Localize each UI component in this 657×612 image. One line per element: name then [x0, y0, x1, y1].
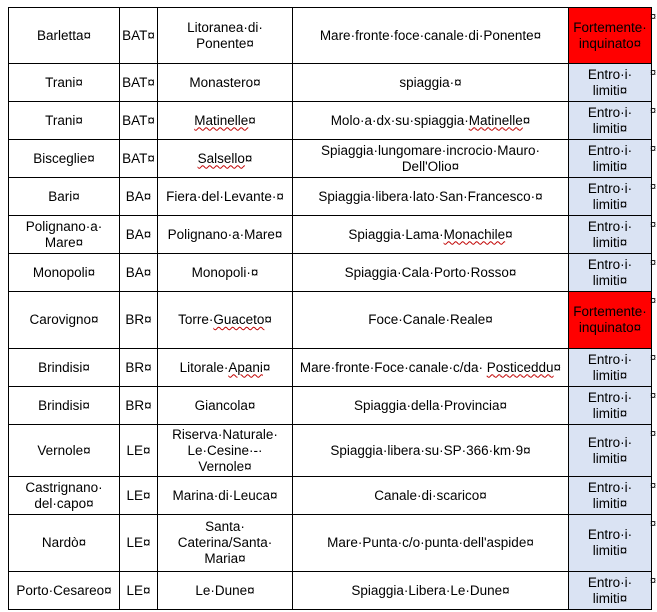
table-row [9, 64, 652, 102]
location-cell: Salsello¤ [158, 140, 293, 178]
sampling-point-cell: Spiaggia·libera·su·SP·366·km·9¤ [293, 425, 569, 477]
city-cell: Vernole¤ [9, 425, 120, 477]
status-cell: Entro·i· limiti¤ [569, 216, 652, 254]
table-row [9, 102, 652, 140]
spellcheck-word: Apani [228, 359, 263, 375]
end-of-row-mark: ¤ [650, 11, 657, 23]
status-cell: Entro·i· limiti¤ [569, 178, 652, 216]
city-cell: Bari¤ [9, 178, 120, 216]
sampling-point-cell: spiaggia·¤ [293, 64, 569, 102]
province-cell: BR¤ [120, 292, 158, 349]
status-cell: Entro·i· limiti¤ [569, 102, 652, 140]
sampling-point-cell: Spiaggia·della·Provincia¤ [293, 387, 569, 425]
spellcheck-word: Matinelle [468, 112, 523, 128]
table-row [9, 254, 652, 292]
sampling-point-cell: Mare·fronte·Foce·canale·c/da· Posticeddu¤ [293, 349, 569, 387]
status-cell: Entro·i· limiti¤ [569, 349, 652, 387]
end-of-row-mark: ¤ [650, 219, 657, 231]
location-cell: Riserva·Naturale· Le·Cesine·-· Vernole¤ [158, 425, 293, 477]
table-row [9, 140, 652, 178]
spellcheck-word: Monachile [443, 226, 506, 242]
end-of-row-mark: ¤ [650, 295, 657, 307]
end-of-row-mark: ¤ [650, 390, 657, 402]
table-row [9, 8, 652, 64]
status-cell: Entro·i· limiti¤ [569, 64, 652, 102]
table-row [9, 292, 652, 349]
location-cell: Litorale·Apani¤ [158, 349, 293, 387]
province-cell: BR¤ [120, 349, 158, 387]
sampling-point-cell: Molo·a·dx·su·spiaggia·Matinelle¤ [293, 102, 569, 140]
end-of-row-mark: ¤ [650, 67, 657, 79]
city-cell: Nardò¤ [9, 515, 120, 572]
table-row [9, 216, 652, 254]
province-cell: BAT¤ [120, 8, 158, 64]
status-cell: Entro·i· limiti¤ [569, 425, 652, 477]
end-of-row-mark: ¤ [650, 518, 657, 530]
table-row [9, 572, 652, 610]
city-cell: Polignano·a· Mare¤ [9, 216, 120, 254]
province-cell: LE¤ [120, 515, 158, 572]
spellcheck-word: Posticeddu [486, 359, 554, 375]
province-cell: BA¤ [120, 216, 158, 254]
end-of-row-mark: ¤ [650, 105, 657, 117]
table-row [9, 425, 652, 477]
spellcheck-word: Salsello [197, 150, 245, 166]
city-cell: Brindisi¤ [9, 387, 120, 425]
sampling-point-cell: Canale·di·scarico¤ [293, 477, 569, 515]
sampling-point-cell: Spiaggia·libera·lato·San·Francesco·¤ [293, 178, 569, 216]
location-cell: Giancola¤ [158, 387, 293, 425]
sampling-point-cell: Mare·fronte·foce·canale·di·Ponente¤ [293, 8, 569, 64]
province-cell: BAT¤ [120, 102, 158, 140]
sampling-point-cell: Spiaggia·Lama·Monachile¤ [293, 216, 569, 254]
end-of-row-marks [650, 0, 657, 612]
province-cell: BA¤ [120, 178, 158, 216]
location-cell: Santa· Caterina/Santa· Maria¤ [158, 515, 293, 572]
spellcheck-word: Guaceto [213, 312, 265, 327]
table-row [9, 349, 652, 387]
province-cell: BAT¤ [120, 140, 158, 178]
end-of-row-mark: ¤ [650, 143, 657, 155]
end-of-row-mark: ¤ [650, 257, 657, 269]
province-cell: BA¤ [120, 254, 158, 292]
status-cell: Entro·i· limiti¤ [569, 477, 652, 515]
city-cell: Castrignano· del·capo¤ [9, 477, 120, 515]
location-cell: Torre·Guaceto¤ [158, 292, 293, 349]
status-cell: Entro·i· limiti¤ [569, 515, 652, 572]
end-of-row-mark: ¤ [650, 352, 657, 364]
sampling-point-cell: Spiaggia·Libera·Le·Dune¤ [293, 572, 569, 610]
province-cell: LE¤ [120, 477, 158, 515]
city-cell: Barletta¤ [9, 8, 120, 64]
city-cell: Trani¤ [9, 102, 120, 140]
location-cell: Monastero¤ [158, 64, 293, 102]
location-cell: Litoranea·di· Ponente¤ [158, 8, 293, 64]
province-cell: BR¤ [120, 387, 158, 425]
table-row [9, 178, 652, 216]
city-cell: Trani¤ [9, 64, 120, 102]
location-cell: Polignano·a·Mare¤ [158, 216, 293, 254]
province-cell: LE¤ [120, 425, 158, 477]
city-cell: Monopoli¤ [9, 254, 120, 292]
sampling-point-cell: Foce·Canale·Reale¤ [293, 292, 569, 349]
city-cell: Bisceglie¤ [9, 140, 120, 178]
location-cell: Fiera·del·Levante·¤ [158, 178, 293, 216]
monitoring-table [8, 7, 652, 610]
status-cell: Entro·i· limiti¤ [569, 387, 652, 425]
sampling-point-cell: Mare·Punta·c/o·punta·dell'aspide¤ [293, 515, 569, 572]
status-cell: Entro·i· limiti¤ [569, 140, 652, 178]
status-cell: Entro·i· limiti¤ [569, 254, 652, 292]
province-cell: LE¤ [120, 572, 158, 610]
city-cell: Carovigno¤ [9, 292, 120, 349]
location-cell: Matinelle¤ [158, 102, 293, 140]
province-cell: BAT¤ [120, 64, 158, 102]
end-of-row-mark: ¤ [650, 428, 657, 440]
table-row [9, 515, 652, 572]
location-cell: Le·Dune¤ [158, 572, 293, 610]
city-cell: Porto·Cesareo¤ [9, 572, 120, 610]
status-cell: Fortemente· inquinato¤ [569, 8, 652, 64]
city-cell: Brindisi¤ [9, 349, 120, 387]
table-row [9, 387, 652, 425]
sampling-point-cell: Spiaggia·lungomare·incrocio·Mauro· Dell'Olio¤ [293, 140, 569, 178]
end-of-row-mark: ¤ [650, 480, 657, 492]
spellcheck-word: Matinelle [194, 112, 249, 128]
location-cell: Marina·di·Leuca¤ [158, 477, 293, 515]
location-cell: Monopoli·¤ [158, 254, 293, 292]
end-of-row-mark: ¤ [650, 181, 657, 193]
status-cell: Fortemente· inquinato¤ [569, 292, 652, 349]
sampling-point-cell: Spiaggia·Cala·Porto·Rosso¤ [293, 254, 569, 292]
status-cell: Entro·i· limiti¤ [569, 572, 652, 610]
table-row [9, 477, 652, 515]
end-of-row-mark: ¤ [650, 575, 657, 587]
